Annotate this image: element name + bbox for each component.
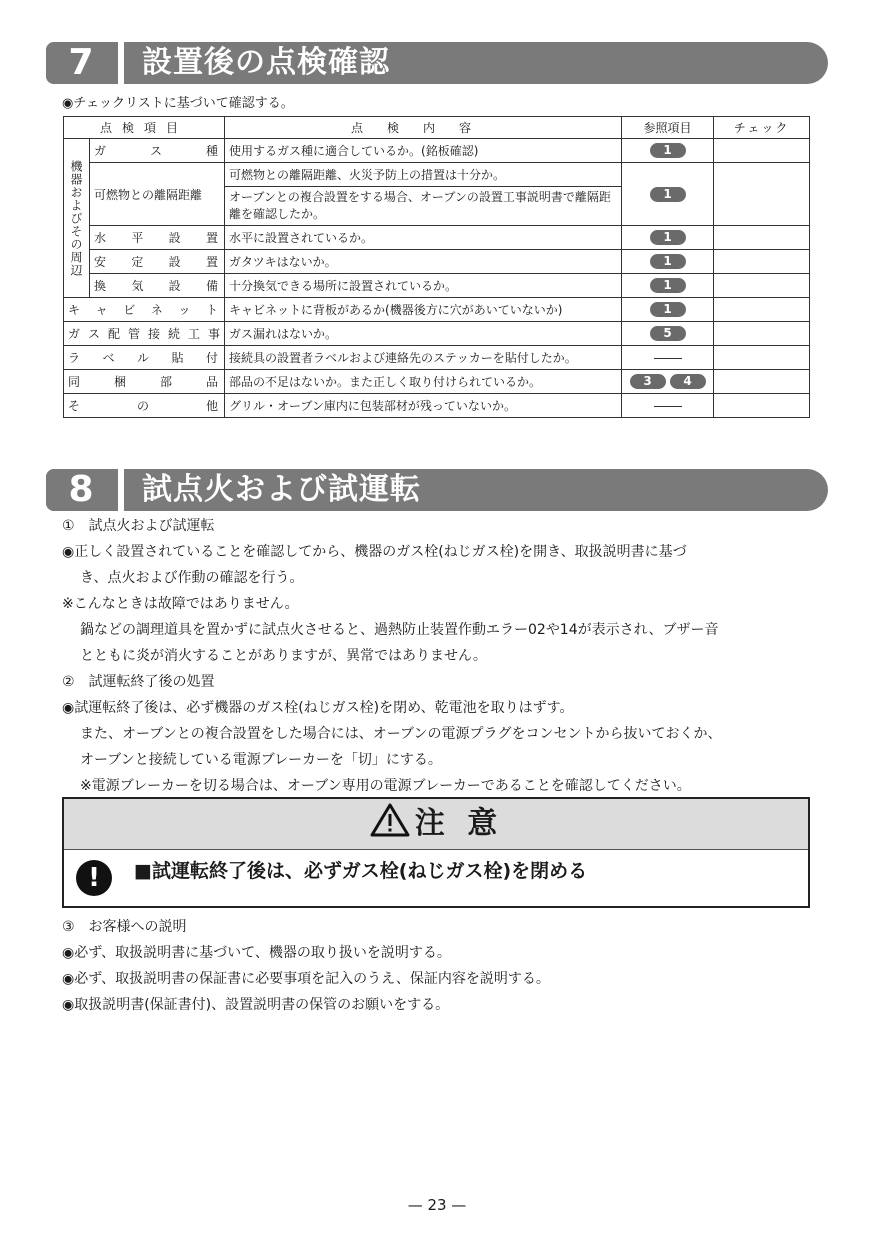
row-content: 水平に設置されているか。 <box>225 226 622 250</box>
row-item: ガス種 <box>90 139 225 163</box>
p1-note-line2: とともに炎が消火することがありますが、異常ではありません。 <box>80 648 487 664</box>
check-cell[interactable] <box>714 298 810 322</box>
caution-header <box>64 799 808 850</box>
table-row <box>64 226 810 250</box>
p3-line3: ◉取扱説明書(保証書付)、設置説明書の保管のお願いをする。 <box>62 997 450 1013</box>
ref-badge: 1 <box>650 302 686 317</box>
section7-title: 設置後の点検確認 <box>142 45 390 80</box>
ref-badge: 1 <box>650 230 686 245</box>
section8-divider <box>118 469 124 511</box>
section8-number: 8 <box>46 469 116 511</box>
ref-badge: 1 <box>650 187 686 202</box>
check-cell[interactable] <box>714 370 810 394</box>
section8-part3 <box>62 914 814 1018</box>
p2-line4: ※電源ブレーカーを切る場合は、オーブン専用の電源ブレーカーであることを確認してください。 <box>80 778 691 794</box>
section7-header <box>46 42 828 84</box>
row-item: 換気設備 <box>90 274 225 298</box>
caution-box <box>62 797 810 908</box>
caution-body <box>64 850 808 907</box>
table-row <box>64 274 810 298</box>
header-content: 点検内容 <box>225 117 622 139</box>
table-row <box>64 250 810 274</box>
row-content: ガス漏れはないか。 <box>225 322 622 346</box>
table-row <box>64 346 810 370</box>
row-content: 部品の不足はないか。また正しく取り付けられているか。 <box>225 370 622 394</box>
check-cell[interactable] <box>714 346 810 370</box>
row-item: ラベル貼付 <box>64 346 225 370</box>
row-item: 同梱部品 <box>64 370 225 394</box>
section8-title: 試点火および試運転 <box>142 472 421 507</box>
row-item: その他 <box>64 394 225 418</box>
warning-triangle-icon <box>369 802 411 838</box>
p2-heading: ② 試運転終了後の処置 <box>62 674 215 690</box>
ref-badge: 1 <box>650 254 686 269</box>
p3-line2: ◉必ず、取扱説明書の保証書に必要事項を記入のうえ、保証内容を説明する。 <box>62 971 550 987</box>
caution-title: 注 意 <box>414 806 504 841</box>
page-number: — 23 — <box>407 1196 467 1214</box>
check-cell[interactable] <box>714 250 810 274</box>
table-row <box>64 322 810 346</box>
header-item: 点検項目 <box>64 117 225 139</box>
p1-line2: き、点火および作動の確認を行う。 <box>80 570 304 586</box>
p1-note: ※こんなときは故障ではありません。 <box>62 596 299 612</box>
row-content: ガタツキはないか。 <box>225 250 622 274</box>
row-content: グリル・オーブン庫内に包装部材が残っていないか。 <box>225 394 622 418</box>
check-cell[interactable] <box>714 226 810 250</box>
header-check: チェック <box>714 117 810 139</box>
ref-badge: 5 <box>650 326 686 341</box>
table-row <box>64 298 810 322</box>
row-item: キャビネット <box>64 298 225 322</box>
section7-number: 7 <box>46 42 116 84</box>
section7-divider <box>118 42 124 84</box>
check-cell[interactable] <box>714 274 810 298</box>
table-row <box>64 370 810 394</box>
row-content: 可燃物との離隔距離、火災予防上の措置は十分か。 <box>225 163 622 187</box>
ref-badge: 4 <box>670 374 706 389</box>
row-content: キャビネットに背板があるか(機器後方に穴があいていないか) <box>225 298 622 322</box>
ref-dash <box>654 358 682 359</box>
section7-intro: ◉チェックリストに基づいて確認する。 <box>62 96 294 111</box>
table-header-row <box>64 117 810 139</box>
p3-line1: ◉必ず、取扱説明書に基づいて、機器の取り扱いを説明する。 <box>62 945 451 961</box>
section8-header <box>46 469 828 511</box>
p2-line1: ◉試運転終了後は、必ず機器のガス栓(ねじガス栓)を閉め、乾電池を取りはずす。 <box>62 700 574 716</box>
row-content: 十分換気できる場所に設置されているか。 <box>225 274 622 298</box>
exclamation-icon: ! <box>76 860 112 896</box>
checklist-table <box>63 116 810 418</box>
section8-part1 <box>62 513 814 799</box>
table-row <box>64 163 810 187</box>
group-label: 機器およびその周辺 <box>64 139 90 298</box>
row-item: 水平設置 <box>90 226 225 250</box>
ref-badge: 3 <box>630 374 666 389</box>
row-item: 可燃物との離隔距離 <box>90 163 225 226</box>
ref-badge: 1 <box>650 143 686 158</box>
table-row <box>64 139 810 163</box>
ref-dash <box>654 406 682 407</box>
p1-note-line1: 鍋などの調理道具を置かずに試点火させると、過熱防止装置作動エラー02や14が表示され、ブザー音 <box>80 622 719 638</box>
p2-line3: オーブンと接続している電源ブレーカーを「切」にする。 <box>80 752 442 768</box>
header-ref: 参照項目 <box>622 117 714 139</box>
ref-badge: 1 <box>650 278 686 293</box>
check-cell[interactable] <box>714 139 810 163</box>
row-content: 接続具の設置者ラベルおよび連絡先のステッカーを貼付したか。 <box>225 346 622 370</box>
check-cell[interactable] <box>714 163 810 226</box>
row-item: 安定設置 <box>90 250 225 274</box>
p2-line2: また、オーブンとの複合設置をした場合には、オーブンの電源プラグをコンセントから抜いておくか、 <box>80 726 722 742</box>
table-row <box>64 394 810 418</box>
p1-heading: ① 試点火および試運転 <box>62 518 215 534</box>
row-item: ガス配管接続工事 <box>64 322 225 346</box>
p3-heading: ③ お客様への説明 <box>62 919 187 935</box>
caution-text: ■試運転終了後は、必ずガス栓(ねじガス栓)を閉める <box>134 860 588 882</box>
check-cell[interactable] <box>714 394 810 418</box>
p1-line1: ◉正しく設置されていることを確認してから、機器のガス栓(ねじガス栓)を開き、取扱説明書に基づ <box>62 544 687 560</box>
check-cell[interactable] <box>714 322 810 346</box>
row-content: 使用するガス種に適合しているか。(銘板確認) <box>225 139 622 163</box>
row-content: オーブンとの複合設置をする場合、オーブンの設置工事説明書で離隔距離を確認したか。 <box>225 187 622 226</box>
